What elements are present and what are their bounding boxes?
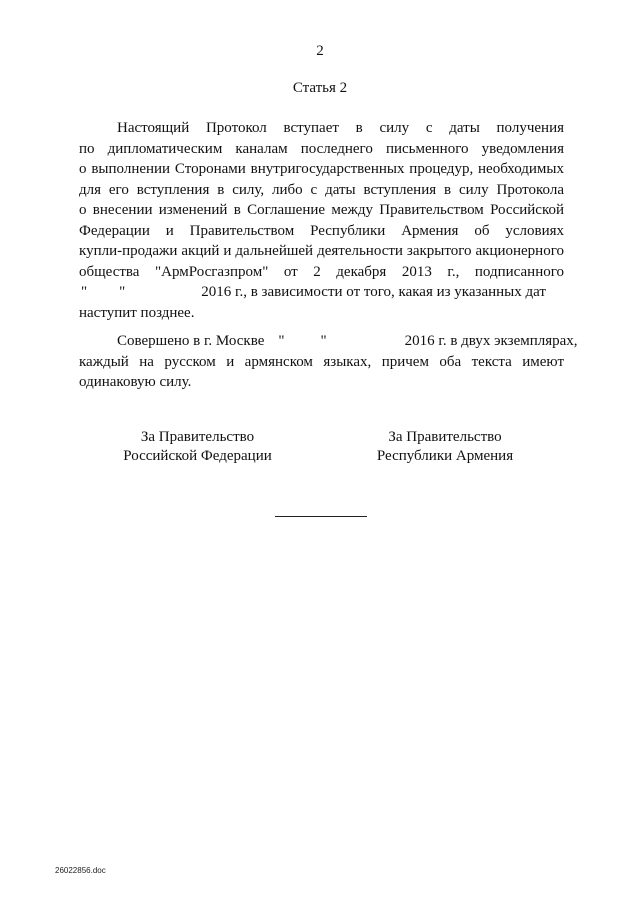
- signature-line: За Правительство: [388, 429, 502, 445]
- signature-line: Республики Армения: [376, 448, 514, 464]
- signature-block-armenia: [355, 428, 535, 466]
- footer-filename: 26022856.doc: [55, 866, 106, 875]
- paragraph-text: 2016 г., в зависимости от того, какая из указанных дат: [201, 284, 546, 300]
- paragraph-line: [79, 331, 578, 352]
- quote-mark: ": [320, 333, 327, 349]
- word: подписанного: [474, 263, 565, 280]
- quote-mark: ": [278, 333, 285, 349]
- signing-date: 2 декабря: [313, 263, 387, 280]
- word: от: [283, 263, 298, 280]
- paragraph-text: 2016 г. в двух экземплярах,: [404, 333, 578, 349]
- page-number: 2: [316, 43, 324, 59]
- paragraph-line: Настоящий Протокол вступает в силу с даты получения: [117, 120, 564, 136]
- signing-year: 2013 г.,: [401, 263, 460, 280]
- signature-line: Российской Федерации: [123, 448, 272, 464]
- paragraph-line: [79, 262, 564, 283]
- paragraph-done-at: [79, 331, 578, 393]
- paragraph-line: каждый на русском и армянском языках, причем оба текста имеют: [79, 353, 564, 370]
- word: общества: [79, 263, 140, 280]
- quote-mark: ": [119, 284, 126, 300]
- company-name: "АрмРосгазпром": [155, 263, 269, 280]
- signature-block-russia: [110, 428, 285, 466]
- paragraph-text: Совершено в г. Москве: [117, 333, 265, 349]
- paragraph-line: [79, 282, 564, 303]
- paragraph-line: купли-продажи акций и дальнейшей деятельности закрытого акционерного: [79, 243, 564, 259]
- paragraph-line: для его вступления в силу, либо с даты вступления в силу Протокола: [79, 181, 564, 198]
- paragraph-entry-into-force: [79, 118, 564, 323]
- paragraph-line: о внесении изменений в Соглашение между Правительством Российской: [79, 202, 564, 218]
- paragraph-line: наступит позднее.: [79, 304, 195, 321]
- paragraph-line: одинаковую силу.: [79, 374, 192, 390]
- quote-mark: ": [81, 284, 88, 300]
- signature-line: За Правительство: [140, 429, 255, 445]
- paragraph-line: по дипломатическим каналам последнего письменного уведомления: [79, 140, 564, 157]
- paragraph-line: Федерации и Правительством Республики Армения об условиях: [79, 222, 564, 239]
- article-title: Статья 2: [292, 80, 348, 96]
- separator-line: [275, 516, 367, 517]
- paragraph-line: о выполнении Сторонами внутригосударственных процедур, необходимых: [79, 161, 564, 177]
